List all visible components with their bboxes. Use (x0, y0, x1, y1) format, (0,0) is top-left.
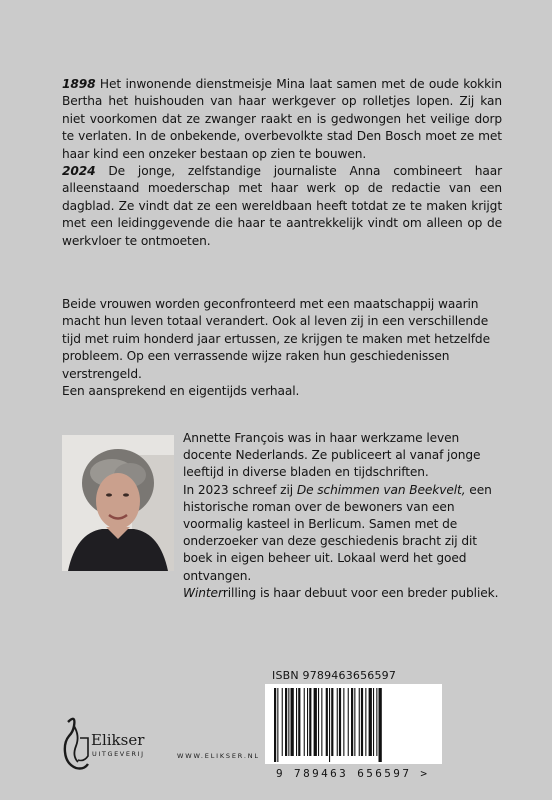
bio-p3-post: is haar debuut voor een breder publiek. (256, 585, 499, 600)
barcode-bar (277, 688, 278, 762)
book-title-regular-part: rilling (222, 585, 257, 600)
barcode-bar (351, 688, 353, 756)
barcode-bar (359, 688, 360, 756)
barcode-bar (296, 688, 297, 756)
publisher-name: Elikser (91, 731, 145, 749)
barcode-bar (379, 688, 382, 762)
barcode-bar (304, 688, 305, 756)
summary-block (62, 296, 502, 400)
tagline: Een aansprekend en eigentijds verhaal. (62, 384, 300, 399)
barcode-bar (373, 688, 374, 756)
publisher-subtitle: UITGEVERIJ (92, 750, 145, 758)
synopsis-paragraph-1898 (62, 76, 502, 163)
barcode-bar (298, 688, 300, 756)
publisher-url: WWW.ELIKSER.NL (177, 752, 260, 760)
year-2024: 2024 (62, 164, 96, 179)
summary-paragraph: Beide vrouwen worden geconfronteerd met een maatschappij waarin macht hun leven totaal verandert. Ook al leven zij in een verschillende tijd met ruim honderd jaar ertussen, ze krijgen te maken met hetzelfde probleem. Op een verrassende wijze raken hun geschiedenissen verstrengeld. (62, 297, 490, 381)
barcode-bar (354, 688, 355, 756)
year-1898: 1898 (62, 77, 96, 91)
barcode-bar (361, 688, 363, 756)
barcode (265, 684, 442, 764)
synopsis-paragraph-2024 (62, 163, 502, 250)
paragraph-2024-text: De jonge, zelfstandige journaliste Anna combineert haar alleenstaand moederschap met haar werk op de redactie van een dagblad. Ze vindt dat ze een wereldbaan heeft totdat ze te maken krijgt met een leidinggevende die haar te aantrekkelijk vindt om alleen op de werkvloer te ontmoeten. (62, 164, 502, 248)
author-portrait-image (62, 435, 174, 571)
author-bio (183, 430, 501, 602)
barcode-bar (369, 688, 372, 756)
barcode-bar (288, 688, 289, 756)
barcode-bar (326, 688, 328, 756)
bio-paragraph-3 (183, 585, 501, 602)
barcode-bar (318, 688, 319, 756)
barcode-bar (329, 688, 330, 762)
barcode-bar (343, 688, 344, 756)
barcode-digits: 9 789463 656597 > (276, 767, 430, 780)
bio-paragraph-1: Annette François was in haar werkzame leven docente Nederlands. Ze publiceert al vanaf jonge leeftijd in diverse bladen en tijdschriften. (183, 431, 481, 480)
barcode-bar (337, 688, 338, 756)
book-title-italic-part: Winter (183, 585, 223, 600)
barcode-bar (376, 688, 377, 756)
barcode-bar (291, 688, 294, 756)
paragraph-1898-text: Het inwonende dienstmeisje Mina laat samen met de oude kokkin Bertha het huishouden van haar werkgever op rolletjes lopen. Zij kan niet voorkomen dat ze zwanger raakt en is gedwongen het veilige dorp te verlaten. In de onbekende, overbevolkte stad Den Bosch moet ze met haar kind een onzeker bestaan op zien te bouwen. (62, 77, 502, 161)
previous-book-title: De schimmen van Beekvelt, (296, 482, 466, 497)
author-photo (62, 435, 174, 571)
barcode-bar (365, 688, 366, 756)
barcode-bar (321, 688, 322, 756)
bio-p2-post: een historische roman over de bewoners van een voormalig kasteel in Berlicum. Samen met de onderzoeker van deze geschiedenis bracht zij dit boek in eigen beheer uit. Lokaal werd het goed ontvangen. (183, 482, 492, 583)
barcode-bar (314, 688, 317, 756)
synopsis-block (62, 76, 502, 250)
barcode-bar (274, 688, 276, 762)
barcode-bar (348, 688, 349, 756)
bio-p2-pre: In 2023 schreef zij (183, 482, 297, 497)
barcode-bar (331, 688, 333, 756)
barcode-bar (285, 688, 287, 756)
bio-paragraph-2 (183, 482, 501, 585)
isbn-label: ISBN 9789463656597 (272, 669, 397, 682)
barcode-bar (339, 688, 341, 756)
barcode-bar (282, 688, 283, 756)
barcode-bar (309, 688, 311, 756)
barcode-bars (265, 684, 442, 764)
barcode-bar (307, 688, 308, 756)
